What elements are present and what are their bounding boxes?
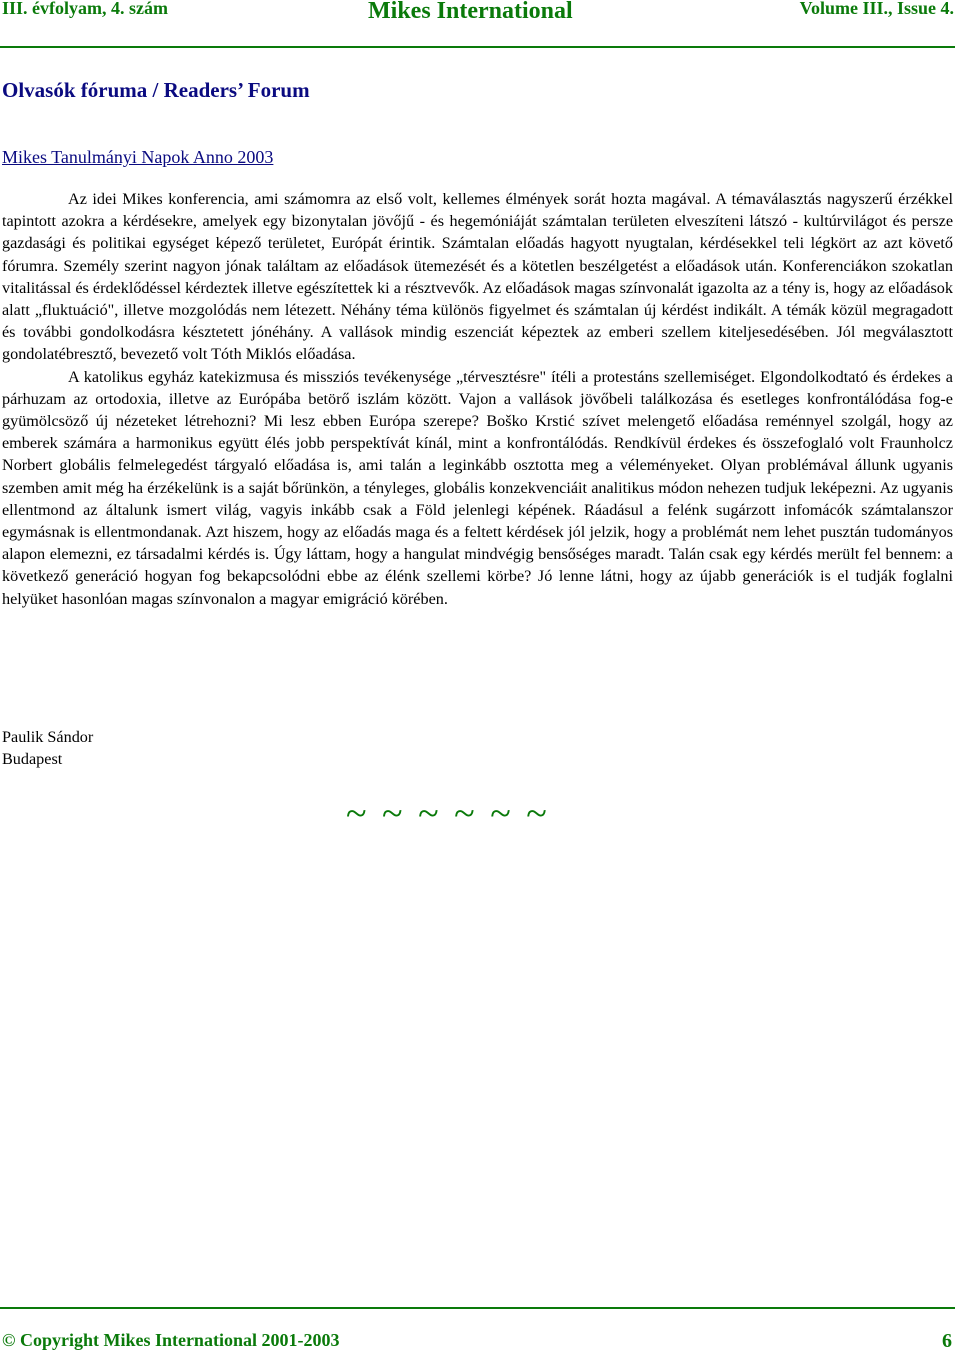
author-place: Budapest bbox=[2, 750, 63, 768]
journal-title: Mikes International bbox=[368, 0, 573, 24]
signature bbox=[2, 726, 93, 770]
page-number: 6 bbox=[942, 1330, 952, 1352]
article-body bbox=[2, 188, 953, 610]
volume-issue-english: Volume III., Issue 4. bbox=[799, 0, 954, 18]
header-rule bbox=[0, 46, 955, 48]
copyright-notice: © Copyright Mikes International 2001-2003 bbox=[2, 1330, 340, 1350]
author-name: Paulik Sándor bbox=[2, 728, 94, 746]
article-title: Mikes Tanulmányi Napok Anno 2003 bbox=[2, 147, 274, 167]
section-title: Olvasók fóruma / Readers’ Forum bbox=[2, 78, 310, 102]
footer-rule bbox=[0, 1307, 955, 1309]
paragraph: Az idei Mikes konferencia, ami számomra az első volt, kellemes élmények sorát hozta magával. A témaválasztás nagyszerű érzékkel tapintott azokra a kérdésekre, amelyek egy bizonytalan jövőjű - és hegemóniáját számtalan területen elveszíteni látszó - kultúrvilágot és persze gazdasági és politikai egységet képező területet, Európát érintik. Számtalan előadás hagyott nyugtalan, kérdésekkel teli légkört az azt követő fórumra. Személy szerint nagyon jónak találtam az előadások ütemezését és a kötetlen beszélgetést a előadások után. Konferenciákon szokatlan vitalitással és érdeklődéssel kérdeztek illetve egészítettek ki a résztvevők. Az előadások magas színvonalát igazolta az a tény is, hogy az előadások alatt „fluktuáció", illetve mozgolódás nem létezett. Néhány téma különös figyelmet és számtalan új kérdést indikált. A témák közül megragadott és további gondolkodásra késztetett jónéhány. A vallások mindig eszenciát képeztek az emberi szellem kiteljesedésében. Jól megválasztott gondolatébresztő, bevezető volt Tóth Miklós előadása. bbox=[2, 190, 953, 364]
page-header bbox=[0, 0, 960, 42]
tilde-separator: ~ ~ ~ ~ ~ ~ bbox=[346, 793, 550, 835]
paragraph: A katolikus egyház katekizmusa és missziós tevékenysége „térvesztésre" ítéli a protestáns szellemiséget. Elgondolkodtató és érdekes a párhuzam az ortodoxia, illetve az Európába betörő iszlám között. Vajon a vallások jövőbeli találkozása és esetleges konfrontálódása fog-e gyümölcsöző új nézeteket létrehozni? Mi lesz ebben Európa szerepe? Boško Krstić szívet melengető előadása reménnyel szolgál, hogy az emberek számára a harmonikus együtt élés jobb perspektívát kínál, mint a konfrontálódás. Rendkívül érdekes és összefoglaló volt Fraunholcz Norbert globális felmelegedést tárgyaló előadása is, ami talán a leginkább osztotta meg a véleményeket. Olyan problémával állunk ugyanis szemben amit még ha érzékelünk is a saját bőrünkön, a tényleges, globális konzekvenciáit analitikus módon nehezen tudjuk leképezni. Az ugyanis ellentmond az általunk ismert világ, vagyis inkább csak a Föld jelenlegi képének. Ráadásul a felénk sugárzott infomácók számtalanszor egymásnak is ellentmondanak. Azt hiszem, hogy az előadás maga és a feltett kérdések jól jelzik, hogy a problémát nem lehet pusztán tudományos alapon elemezni, ez társadalmi kérdés is. Úgy láttam, hogy a hangulat mindvégig bensőséges maradt. Talán csak egy kérdés merült fel bennem: a következő generáció hogyan fog bekapcsolódni ebbe az élénk szellemi körbe? Jó lenne látni, hogy az újabb generációk is el tudják foglalni helyüket hasonlóan magas színvonalon a magyar emigráció körében. bbox=[2, 367, 953, 608]
volume-issue-hungarian: III. évfolyam, 4. szám bbox=[2, 0, 168, 18]
